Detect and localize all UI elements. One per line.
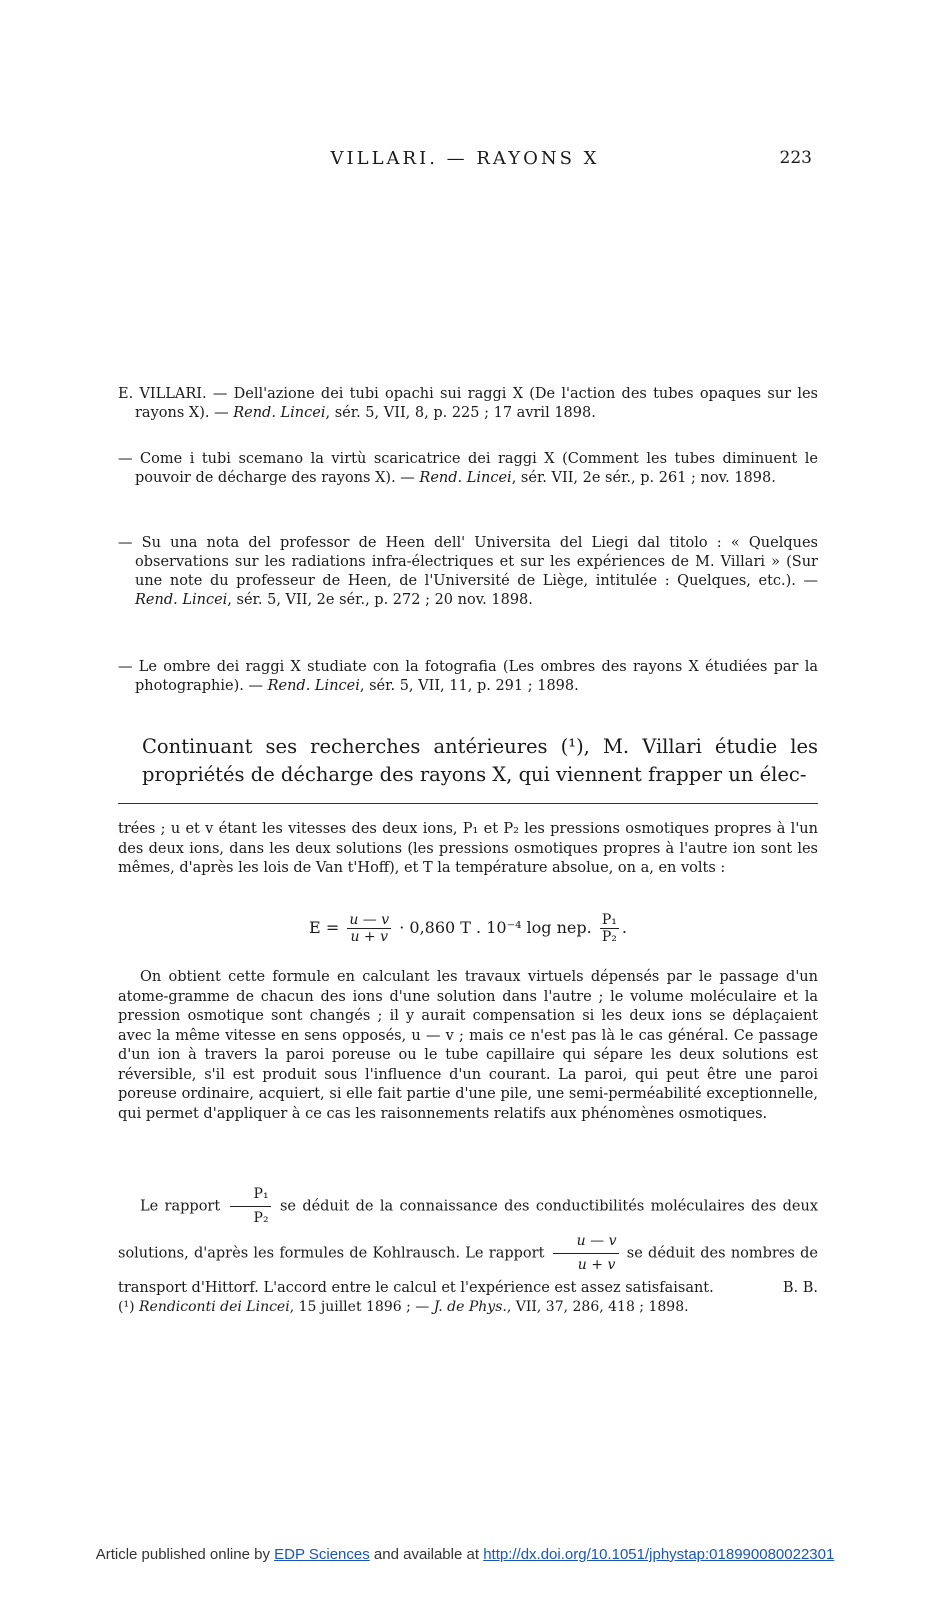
footnote: (¹) Rendiconti dei Lincei, 15 juillet 1896 ; — J. de Phys., VII, 37, 286, 418 ; 1898. xyxy=(118,1299,689,1315)
doi-link[interactable]: http://dx.doi.org/10.1051/jphystap:018990080022301 xyxy=(483,1546,835,1563)
page-number: 223 xyxy=(779,148,812,168)
reference-list-4 xyxy=(118,658,818,696)
reference-list-2 xyxy=(118,450,818,488)
reference-item-2: — Come i tubi scemano la virtù scaricatrice dei raggi X (Comment les tubes diminuent le pouvoir de décharge des rayons X). — Rend. Lincei, sér. VII, 2e sér., p. 261 ; nov. 1898. xyxy=(118,451,818,486)
running-header-title: VILLARI. — RAYONS X xyxy=(330,148,600,169)
author-signature: B. B. xyxy=(782,1280,818,1296)
reference-item-1: E. VILLARI. — Dell'azione dei tubi opachi sui raggi X (De l'action des tubes opaques sur les rayons X). — Rend. Lincei, sér. 5, VII, 8, p. 225 ; 17 avril 1898. xyxy=(118,386,818,421)
footnote-divider xyxy=(118,803,818,804)
ratio-velocity: $\frac{u — v}{u + v}$ xyxy=(553,1230,619,1277)
equation-middle: · 0,860 T . 10⁻⁴ log nep. xyxy=(399,918,592,937)
reference-list xyxy=(118,385,818,423)
publisher-link[interactable]: EDP Sciences xyxy=(274,1546,370,1563)
body-paragraph-3: Le rapport $\frac{\text{P₁}}{\text{P₂}}$ se déduit de la connaissance des conductibilités moléculaires des deux solutions, d'après les formules de Kohlrausch. Le rapport $\frac{u — v}{u + v}$ se déduit des nombres de transport d'Hittorf. L'accord entre le calcul et l'expérience est assez satisfaisant. B. B. xyxy=(118,1183,818,1300)
footer-middle: and available at xyxy=(373,1546,480,1563)
intro-paragraph: Continuant ses recherches antérieures (¹), M. Villari étudie les propriétés de décharge des rayons X, qui viennent frapper un élec- xyxy=(142,735,818,786)
ratio-pressure: $\frac{\text{P₁}}{\text{P₂}}$ xyxy=(230,1183,271,1230)
reference-item-4: — Le ombre dei raggi X studiate con la fotografia (Les ombres des rayons X étudiées par la photographie). — Rend. Lincei, sér. 5, VII, 11, p. 291 ; 1898. xyxy=(118,659,818,694)
equation-fraction-pressure: $\frac{\text{P₁}}{\text{P₂}}$ xyxy=(601,912,617,945)
equation-fraction-velocity: $\frac{u — v}{u + v}$ xyxy=(349,912,390,945)
body-paragraph-2: On obtient cette formule en calculant les travaux virtuels dépensés par le passage d'un atome-gramme de chacun des ions d'une solution dans l'autre ; le volume moléculaire et la pression osmotique sont changés ; il y aurait compensation si les deux ions se déplaçaient avec la même vitesse en sens opposés, u — v ; mais ce n'est pas là le cas général. Ce passage d'un ion à travers la paroi poreuse ou le tube capillaire qui sépare les deux solutions est réversible, s'il est produit sous l'influence d'un courant. La paroi, qui peut être une paroi poreuse ordinaire, acquiert, si elle fait partie d'une pile, une semi-perméabilité exceptionnelle, qui permet d'appliquer à ce cas les raisonnements relatifs aux phénomènes osmotiques. xyxy=(118,969,818,1122)
publisher-footer xyxy=(0,1546,930,1563)
reference-item-3: — Su una nota del professor de Heen dell' Universita del Liegi dal titolo : « Quelques observations sur les radiations infra-électriques et sur les expériences de M. Villari » (Sur une note du professeur de Heen, de l'Université de Liège, intitulée : Quelques, etc.). — Rend. Lincei, sér. 5, VII, 2e sér., p. 272 ; 20 nov. 1898. xyxy=(118,535,818,608)
footer-prefix: Article published online by xyxy=(95,1546,270,1563)
body-paragraph-1: trées ; u et v étant les vitesses des deux ions, P₁ et P₂ les pressions osmotiques propres à l'un des deux ions, dans les deux solutions (les pressions osmotiques propres à l'autre ion sont les mêmes, d'après les lois de Van t'Hoff), et T la température absolue, on a, en volts : xyxy=(118,821,818,876)
equation: E = $\frac{u — v}{u + v}$ · 0,860 T . 10⁻⁴ log nep. $\frac{\text{P₁}}{\text{P₂}}$ . xyxy=(309,912,627,945)
equation-lhs: E = xyxy=(309,918,340,937)
reference-list-3 xyxy=(118,534,818,610)
